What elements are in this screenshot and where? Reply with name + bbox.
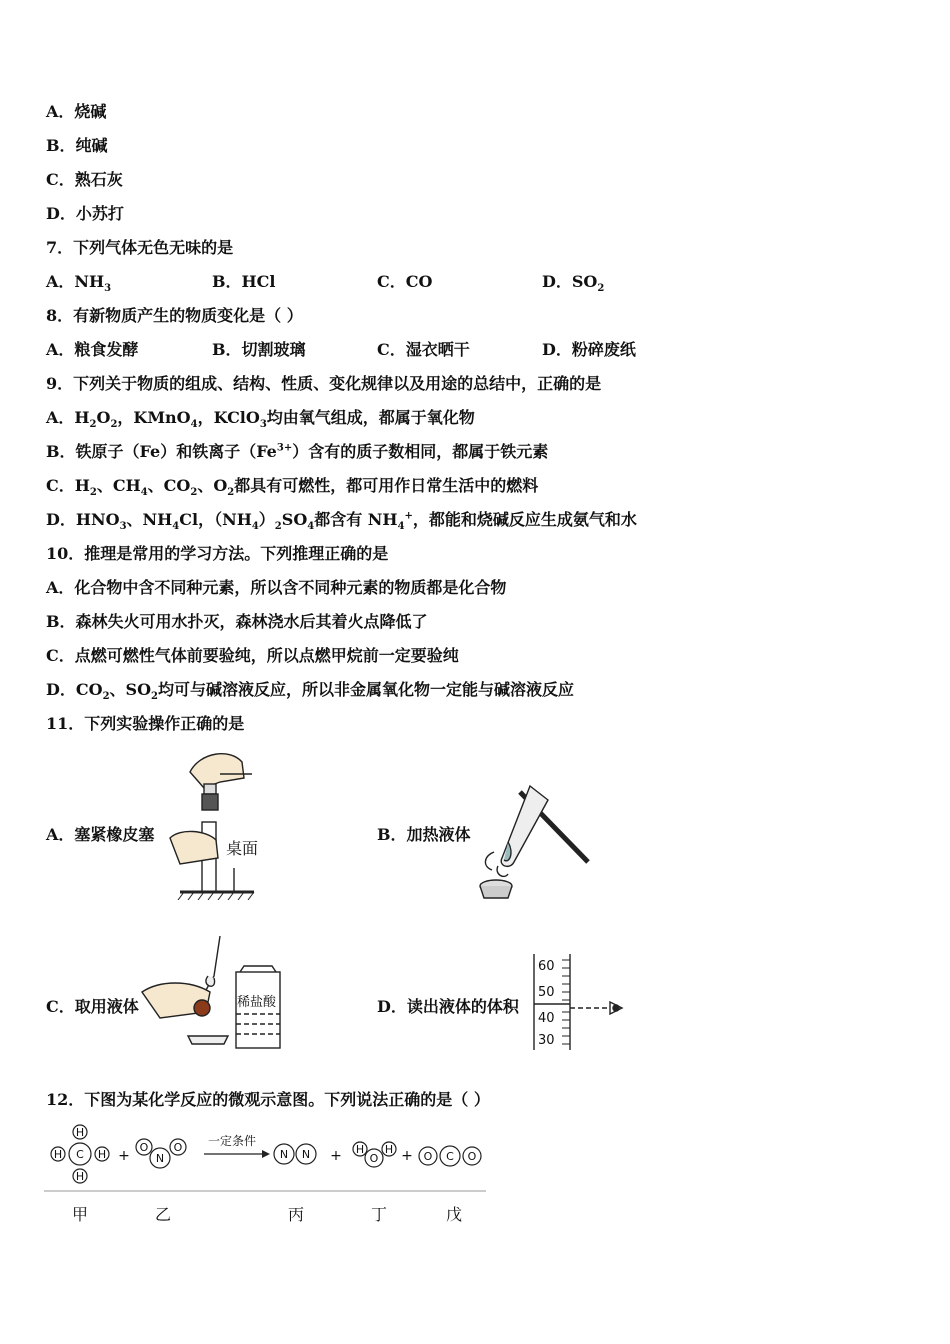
q7-option-a: A．$NH_3$: [46, 272, 112, 295]
q6-option-d: D．小苏打: [46, 204, 124, 223]
atom-h: H: [75, 1126, 85, 1139]
q12-reaction-diagram: [44, 1118, 494, 1200]
q11-figure-c: [140, 936, 286, 1052]
q8-stem: 8．有新物质产生的物质变化是（ ）: [46, 306, 303, 325]
atom-n: N: [301, 1148, 311, 1161]
q11-figure-a-desk-label: 桌面: [226, 839, 259, 858]
q9-option-a: A．$H_2O_2$，KMnO$_4$，KClO$_3$均由氧气组成，都属于氧化物: [46, 408, 475, 431]
q9-option-d: D．$HNO_3$、$NH_4Cl$，$(NH_4)_2SO_4$都含有 $NH_4^+$，都能和烧碱反应生成氨气和水: [46, 510, 637, 533]
caption-wu: 戊: [446, 1205, 463, 1224]
q8-option-d: D．粉碎废纸: [542, 340, 636, 359]
atom-h: H: [384, 1143, 394, 1156]
q6-option-b: B．纯碱: [46, 136, 108, 155]
q11-figure-b: [474, 782, 594, 900]
atom-c: C: [76, 1148, 84, 1161]
plus-sign: +: [401, 1148, 413, 1164]
q6-option-a: A．烧碱: [46, 102, 107, 121]
q7-option-c: C．CO: [377, 272, 433, 291]
q11-figure-c-bottle-label: 稀盐酸: [237, 995, 277, 1010]
atom-n: N: [279, 1148, 289, 1161]
caption-yi: 乙: [155, 1205, 172, 1224]
plus-sign: +: [330, 1148, 342, 1164]
tick-label: 30: [538, 1033, 555, 1048]
caption-bing: 丙: [288, 1205, 305, 1224]
q7-option-d: D．$SO_2$: [542, 272, 605, 295]
caption-jia: 甲: [72, 1205, 89, 1224]
q10-option-b: B．森林失火可用水扑灭，森林浇水后其着火点降低了: [46, 612, 428, 631]
q7-stem: 7．下列气体无色无味的是: [46, 238, 234, 257]
q8-option-a: A．粮食发酵: [46, 340, 139, 359]
q11-option-a-label: A．塞紧橡皮塞: [46, 825, 155, 844]
atom-c: C: [446, 1150, 454, 1163]
q11-option-c-label: C．取用液体: [46, 997, 139, 1016]
atom-h: H: [355, 1143, 365, 1156]
tick-label: 60: [538, 959, 555, 974]
q10-option-d: D．$CO_2$、$SO_2$均可与碱溶液反应，所以非金属氧化物一定能与碱溶液反应: [46, 680, 575, 703]
tick-label: 40: [538, 1011, 555, 1026]
q10-option-a: A．化合物中含不同种元素，所以含不同种元素的物质都是化合物: [46, 578, 507, 597]
q8-option-b: B．切割玻璃: [212, 340, 306, 359]
q9-option-c: C．$H_2$、$CH_4$、$CO_2$、$O_2$都具有可燃性，都可用作日常生活中的燃料: [46, 476, 539, 499]
q10-stem: 10．推理是常用的学习方法。下列推理正确的是: [46, 544, 389, 563]
q10-option-c: C．点燃可燃性气体前要验纯，所以点燃甲烷前一定要验纯: [46, 646, 459, 665]
atom-o: O: [467, 1150, 477, 1163]
q8-option-c: C．湿衣晒干: [377, 340, 470, 359]
q11-figure-d: [528, 950, 632, 1054]
reaction-condition: 一定条件: [207, 1134, 257, 1148]
tick-label: 50: [538, 985, 555, 1000]
plus-sign: +: [118, 1148, 130, 1164]
atom-h: H: [97, 1148, 107, 1161]
atom-o: O: [423, 1150, 433, 1163]
atom-n: N: [155, 1152, 165, 1165]
q7-option-b: B．HCl: [212, 272, 276, 291]
atom-h: H: [53, 1148, 63, 1161]
q11-option-d-label: D．读出液体的体积: [377, 997, 519, 1016]
q6-option-c: C．熟石灰: [46, 170, 123, 189]
q12-stem: 12．下图为某化学反应的微观示意图。下列说法正确的是（ ）: [46, 1090, 490, 1109]
atom-o: O: [173, 1141, 183, 1154]
q11-figure-a: [160, 748, 270, 900]
q11-stem: 11．下列实验操作正确的是: [46, 714, 245, 733]
atom-h: H: [75, 1170, 85, 1183]
q11-option-b-label: B．加热液体: [377, 825, 471, 844]
caption-ding: 丁: [371, 1205, 388, 1224]
q9-option-b: B．铁原子（Fe）和铁离子$(Fe^{3+})$含有的质子数相同，都属于铁元素: [46, 442, 549, 461]
atom-o: O: [369, 1152, 379, 1165]
atom-o: O: [139, 1141, 149, 1154]
q9-stem: 9．下列关于物质的组成、结构、性质、变化规律以及用途的总结中，正确的是: [46, 374, 602, 393]
